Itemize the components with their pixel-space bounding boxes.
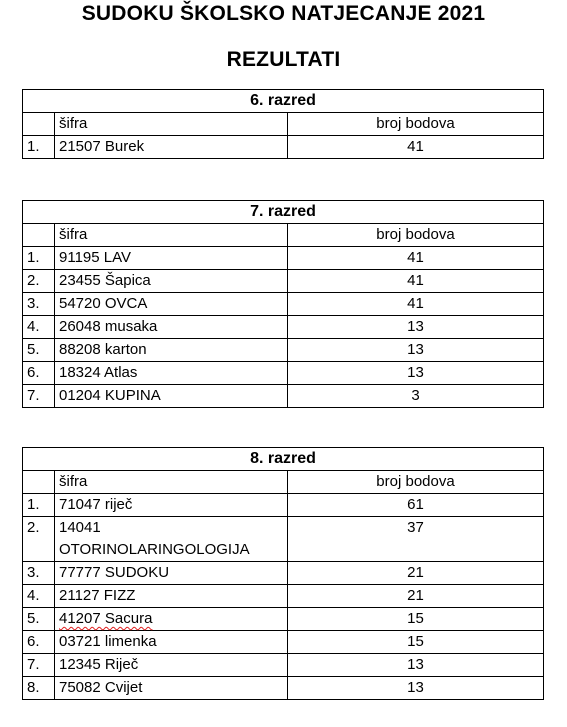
code-cell: 21507 Burek: [55, 136, 288, 159]
grade-title: 7. razred: [23, 201, 544, 224]
table-row: [23, 608, 544, 631]
rank-cell: 5.: [23, 608, 55, 631]
code-cell: 26048 musaka: [55, 316, 288, 339]
rank-cell: 2.: [23, 270, 55, 293]
rank-cell: 4.: [23, 316, 55, 339]
points-cell: 13: [288, 339, 544, 362]
code-cell: 77777 SUDOKU: [55, 562, 288, 585]
points-cell: 3: [288, 385, 544, 408]
grade-header-row: [23, 90, 544, 113]
code-cell: 21127 FIZZ: [55, 585, 288, 608]
points-cell: 61: [288, 494, 544, 517]
table-row: [23, 677, 544, 700]
results-table-grade-6: [22, 89, 544, 159]
rank-header-cell: [23, 113, 55, 136]
rank-cell: 1.: [23, 494, 55, 517]
points-cell: 15: [288, 608, 544, 631]
table-row: [23, 247, 544, 270]
points-cell: 37: [288, 517, 544, 562]
rank-cell: 6.: [23, 362, 55, 385]
code-cell: 71047 riječ: [55, 494, 288, 517]
code-header: šifra: [55, 471, 288, 494]
table-row: [23, 270, 544, 293]
rank-cell: 6.: [23, 631, 55, 654]
rank-cell: 3.: [23, 293, 55, 316]
code-cell: 18324 Atlas: [55, 362, 288, 385]
rank-cell: 1.: [23, 247, 55, 270]
table-row: [23, 585, 544, 608]
rank-cell: 2.: [23, 517, 55, 562]
table-row: [23, 316, 544, 339]
table-row: [23, 494, 544, 517]
points-cell: 13: [288, 677, 544, 700]
rank-cell: 4.: [23, 585, 55, 608]
points-cell: 13: [288, 654, 544, 677]
code-cell: [55, 608, 288, 631]
table-row: [23, 362, 544, 385]
code-cell: 03721 limenka: [55, 631, 288, 654]
grade-title: 6. razred: [23, 90, 544, 113]
table-row: [23, 562, 544, 585]
code-cell: 01204 KUPINA: [55, 385, 288, 408]
code-header: šifra: [55, 224, 288, 247]
points-cell: 21: [288, 585, 544, 608]
results-table-grade-7: [22, 200, 544, 408]
table-row: [23, 293, 544, 316]
rank-cell: 1.: [23, 136, 55, 159]
table-row: [23, 517, 544, 562]
spellcheck-underlined-code: 41207 Sacura: [59, 610, 153, 627]
page-title: SUDOKU ŠKOLSKO NATJECANJE 2021: [81, 2, 486, 25]
points-cell: 41: [288, 247, 544, 270]
rank-header-cell: [23, 224, 55, 247]
code-cell: 54720 OVCA: [55, 293, 288, 316]
code-cell: 12345 Riječ: [55, 654, 288, 677]
grade-title: 8. razred: [23, 448, 544, 471]
code-cell: 23455 Šapica: [55, 270, 288, 293]
rank-cell: 7.: [23, 385, 55, 408]
grade-header-row: [23, 201, 544, 224]
code-cell: 91195 LAV: [55, 247, 288, 270]
table-row: [23, 631, 544, 654]
grade-header-row: [23, 448, 544, 471]
code-header: šifra: [55, 113, 288, 136]
rank-cell: 8.: [23, 677, 55, 700]
results-table-grade-8: [22, 447, 544, 700]
table-row: [23, 339, 544, 362]
table-row: [23, 654, 544, 677]
column-header-row: [23, 224, 544, 247]
rank-cell: 7.: [23, 654, 55, 677]
code-cell: 88208 karton: [55, 339, 288, 362]
points-cell: 41: [288, 270, 544, 293]
rank-cell: 5.: [23, 339, 55, 362]
points-header: broj bodova: [288, 224, 544, 247]
rank-header-cell: [23, 471, 55, 494]
points-cell: 13: [288, 362, 544, 385]
points-header: broj bodova: [288, 471, 544, 494]
column-header-row: [23, 471, 544, 494]
points-cell: 13: [288, 316, 544, 339]
points-cell: 41: [288, 293, 544, 316]
table-row: [23, 385, 544, 408]
points-cell: 41: [288, 136, 544, 159]
rank-cell: 3.: [23, 562, 55, 585]
code-cell: 75082 Cvijet: [55, 677, 288, 700]
column-header-row: [23, 113, 544, 136]
table-row: [23, 136, 544, 159]
points-cell: 21: [288, 562, 544, 585]
points-header: broj bodova: [288, 113, 544, 136]
code-cell: 14041 OTORINOLARINGOLOGIJA: [55, 517, 288, 562]
page-subtitle: REZULTATI: [226, 48, 341, 71]
points-cell: 15: [288, 631, 544, 654]
